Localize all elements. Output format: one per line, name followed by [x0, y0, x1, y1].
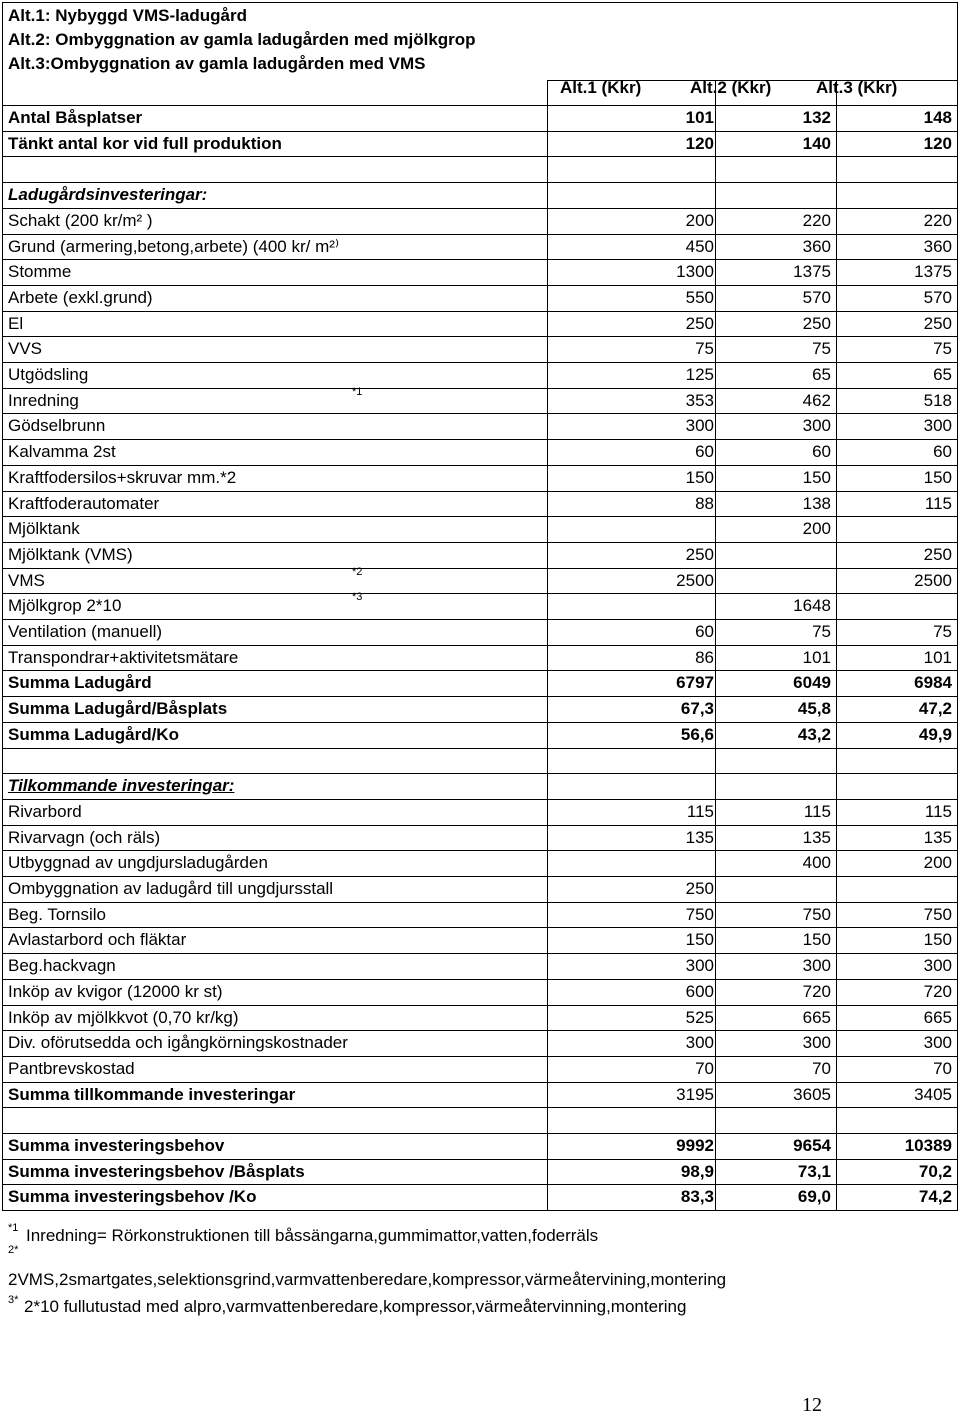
row-footnote-marker: *1	[352, 385, 363, 398]
border-top	[2, 2, 958, 3]
table-row	[2, 156, 958, 182]
row-divider	[2, 259, 958, 260]
cell-alt1: 750	[685, 904, 714, 924]
row-label: Kalvamma 2st	[8, 442, 116, 462]
cell-alt2: 43,2	[797, 724, 831, 744]
cell-alt2: 60	[812, 442, 831, 462]
cell-alt2: 1648	[793, 596, 831, 616]
row-label: Kraftfodersilos+skruvar mm.*2	[8, 467, 237, 487]
cell-alt3: 148	[923, 108, 952, 127]
cell-alt1: 120	[685, 133, 714, 153]
table-row	[2, 1133, 958, 1159]
cell-alt3: 250	[923, 313, 952, 333]
row-label: Gödselbrunn	[8, 416, 106, 436]
row-label: Beg.hackvagn	[8, 956, 116, 976]
row-divider	[2, 1030, 958, 1031]
title-block	[8, 4, 476, 76]
cell-alt3: 10389	[904, 1136, 952, 1155]
table-row	[2, 619, 958, 645]
cell-alt1: 101	[685, 108, 714, 127]
row-label: Summa investeringsbehov	[8, 1136, 225, 1155]
table-row	[2, 722, 958, 748]
row-label: Utbyggnad av ungdjursladugården	[8, 853, 268, 873]
table-row	[2, 876, 958, 902]
row-divider	[2, 388, 958, 389]
table-row	[2, 182, 958, 208]
table-row	[2, 1159, 958, 1185]
table-row	[2, 311, 958, 337]
row-divider	[2, 1210, 958, 1211]
cell-alt1: 9992	[676, 1136, 714, 1155]
row-divider	[2, 619, 958, 620]
row-divider	[2, 979, 958, 980]
column-header-alt3: Alt.3 (Kkr)	[816, 78, 898, 97]
row-divider	[2, 850, 958, 851]
table-row	[2, 362, 958, 388]
row-label: Avlastarbord och fläktar	[8, 930, 187, 950]
cell-alt3: 47,2	[918, 699, 952, 719]
cell-alt3: 518	[923, 390, 952, 410]
cell-alt3: 115	[924, 493, 952, 513]
row-divider	[2, 1184, 958, 1185]
row-divider	[2, 953, 958, 954]
table-row	[2, 1082, 958, 1108]
row-divider	[2, 311, 958, 312]
row-divider	[2, 876, 958, 877]
row-label: Mjölktank (VMS)	[8, 544, 133, 564]
row-label: Summa tillkommande investeringar	[8, 1084, 296, 1104]
cell-alt1: 150	[685, 467, 714, 487]
row-divider	[2, 696, 958, 697]
row-divider	[2, 182, 958, 183]
footnote-1-text: Inredning= Rörkonstruktionen till båssängarna,gummimattor,vatten,foderräls	[26, 1226, 599, 1245]
cell-alt3: 150	[923, 467, 952, 487]
cell-alt2: 220	[802, 210, 831, 230]
cell-alt3: 570	[923, 287, 952, 307]
table-row	[2, 773, 958, 799]
cell-alt3: 150	[923, 930, 952, 950]
row-label: Inredning	[8, 390, 79, 410]
cell-alt3: 300	[923, 1033, 952, 1053]
page-number: 12	[802, 1394, 822, 1416]
row-label: Ombyggnation av ladugård till ungdjursstall	[8, 879, 334, 898]
cell-alt2: 665	[802, 1007, 831, 1027]
row-label: Utgödsling	[8, 365, 89, 384]
cell-alt1: 115	[686, 801, 714, 821]
cell-alt3: 2500	[914, 570, 952, 590]
row-label: Summa Ladugård	[8, 673, 152, 693]
cell-alt3: 250	[923, 544, 952, 564]
row-label: Summa Ladugård/Båsplats	[8, 699, 228, 719]
table-row	[2, 1056, 958, 1082]
cell-alt1: 550	[685, 287, 714, 307]
cell-alt1: 250	[685, 544, 714, 564]
cell-alt1: 86	[695, 647, 714, 667]
row-divider	[2, 1056, 958, 1057]
row-label: Antal Båsplatser	[8, 108, 143, 127]
row-divider	[2, 131, 958, 132]
row-label: Schakt (200 kr/m² )	[8, 210, 153, 230]
title-alt2: Alt.2: Ombyggnation av gamla ladugården med mjölkgrop	[8, 30, 476, 49]
cell-alt3: 220	[923, 210, 952, 230]
cell-alt1: 300	[685, 416, 714, 436]
cell-alt2: 300	[802, 416, 831, 436]
cell-alt2: 1375	[793, 262, 831, 282]
table-row	[2, 1030, 958, 1056]
cell-alt3: 6984	[914, 673, 952, 693]
row-label: Summa investeringsbehov /Ko	[8, 1187, 257, 1207]
row-divider	[2, 568, 958, 569]
cell-alt2: 132	[802, 108, 831, 127]
row-divider	[2, 413, 958, 414]
cell-alt2: 75	[812, 622, 831, 641]
row-divider	[2, 465, 958, 466]
cell-alt1: 300	[685, 956, 714, 976]
table-row	[2, 825, 958, 851]
row-divider	[2, 156, 958, 157]
table-row	[2, 105, 958, 131]
row-label: Summa Ladugård/Ko	[8, 724, 179, 744]
cell-alt1: 3195	[676, 1084, 714, 1104]
table-row	[2, 593, 958, 619]
row-divider	[2, 1005, 958, 1006]
footnote-3-text: 2*10 fullutustad med alpro,varmvattenberedare,kompressor,värmeåtervinning,montering	[24, 1297, 687, 1316]
row-label: VMS	[8, 570, 45, 590]
table-row	[2, 542, 958, 568]
row-divider	[2, 1133, 958, 1134]
cell-alt1: 250	[685, 879, 714, 898]
table-row	[2, 902, 958, 928]
row-label: Mjölktank	[8, 519, 80, 539]
row-divider	[2, 773, 958, 774]
table-row	[2, 670, 958, 696]
cell-alt2: 6049	[793, 673, 831, 693]
cell-alt2: 400	[802, 853, 831, 873]
footnote-2-text: 2VMS,2smartgates,selektionsgrind,varmvattenberedare,kompressor,värmeåtervining,montering	[8, 1270, 727, 1289]
cell-alt1: 83,3	[680, 1187, 714, 1207]
cell-alt2: 250	[802, 313, 831, 333]
cell-alt3: 60	[933, 442, 952, 462]
row-label: Transpondrar+aktivitetsmätare	[8, 647, 239, 667]
row-divider	[2, 285, 958, 286]
cell-alt3: 70,2	[918, 1161, 952, 1181]
cell-alt1: 88	[695, 493, 714, 513]
cell-alt3: 3405	[914, 1084, 952, 1104]
footnote-2-mark: 2*	[8, 1244, 19, 1256]
row-label: Rivarbord	[8, 801, 82, 821]
cell-alt3: 49,9	[918, 724, 952, 744]
cell-alt3: 200	[923, 853, 952, 873]
table-row	[2, 1184, 958, 1210]
title-alt1: Alt.1: Nybyggd VMS-ladugård	[8, 6, 247, 25]
table-row	[2, 979, 958, 1005]
cell-alt2: 462	[802, 390, 831, 410]
cell-alt2: 45,8	[797, 699, 831, 719]
row-divider	[2, 799, 958, 800]
cell-alt1: 353	[685, 390, 714, 410]
table-row	[2, 336, 958, 362]
title-alt3: Alt.3:Ombyggnation av gamla ladugården med VMS	[8, 54, 426, 73]
row-divider	[2, 1107, 958, 1108]
cell-alt1: 450	[685, 236, 714, 256]
table-row	[2, 413, 958, 439]
cell-alt2: 9654	[793, 1136, 831, 1155]
row-divider	[2, 105, 958, 106]
row-label: VVS	[8, 339, 43, 359]
row-label: Pantbrevskostad	[8, 1058, 135, 1078]
row-divider	[2, 1082, 958, 1083]
row-label: Inköp av kvigor (12000 kr st)	[8, 981, 223, 1001]
cell-alt1: 200	[685, 210, 714, 230]
cell-alt3: 75	[933, 339, 952, 359]
header-line	[547, 80, 957, 81]
cell-alt3: 135	[923, 827, 952, 847]
cell-alt1: 250	[685, 313, 714, 333]
row-divider	[2, 439, 958, 440]
table-row	[2, 696, 958, 722]
cell-alt2: 70	[812, 1058, 831, 1078]
cell-alt2: 115	[803, 801, 831, 821]
row-divider	[2, 748, 958, 749]
cell-alt1: 98,9	[680, 1161, 714, 1181]
table-row	[2, 565, 958, 594]
cell-alt2: 150	[802, 467, 831, 487]
row-divider	[2, 491, 958, 492]
table-row	[2, 850, 958, 876]
cell-alt3: 101	[923, 647, 952, 667]
cell-alt2: 65	[812, 365, 831, 384]
cell-alt3: 74,2	[918, 1187, 952, 1207]
row-label: Summa investeringsbehov /Båsplats	[8, 1161, 305, 1181]
cell-alt2: 300	[802, 1033, 831, 1053]
row-divider	[2, 516, 958, 517]
cell-alt1: 1300	[676, 262, 714, 282]
footnote-1-mark: *1	[8, 1222, 19, 1234]
cell-alt3: 360	[923, 236, 952, 256]
row-label: Ladugårdsinvesteringar:	[8, 185, 208, 205]
cell-alt2: 101	[802, 647, 831, 667]
cell-alt2: 750	[802, 904, 831, 924]
row-label: El	[8, 313, 24, 333]
row-label: Stomme	[8, 262, 72, 282]
row-label: Rivarvagn (och räls)	[8, 827, 161, 847]
cell-alt2: 138	[802, 493, 831, 513]
row-label: Kraftfoderautomater	[8, 493, 160, 513]
table-row	[2, 748, 958, 774]
row-divider	[2, 645, 958, 646]
cell-alt2: 140	[802, 133, 831, 153]
cell-alt1: 600	[685, 981, 714, 1001]
cell-alt2: 3605	[793, 1084, 831, 1104]
table-row	[2, 1005, 958, 1031]
cell-alt3: 665	[923, 1007, 952, 1027]
cell-alt1: 525	[685, 1007, 714, 1027]
cell-alt3: 1375	[914, 262, 952, 282]
cell-alt2: 720	[802, 981, 831, 1001]
cell-alt2: 360	[802, 236, 831, 256]
cell-alt1: 150	[685, 930, 714, 950]
row-label: Grund (armering,betong,arbete) (400 kr/ m²⁾	[8, 236, 340, 256]
row-divider	[2, 902, 958, 903]
column-header-alt1: Alt.1 (Kkr)	[560, 78, 642, 97]
cell-alt3: 120	[923, 133, 952, 153]
row-divider	[2, 670, 958, 671]
cell-alt3: 300	[923, 416, 952, 436]
cell-alt1: 2500	[676, 570, 714, 590]
footnote-3-mark: 3*	[8, 1294, 19, 1306]
row-footnote-marker: *2	[352, 565, 363, 578]
cell-alt2: 150	[802, 930, 831, 950]
cell-alt1: 75	[695, 339, 714, 359]
cell-alt2: 200	[802, 519, 831, 539]
cell-alt1: 60	[695, 622, 714, 641]
row-divider	[2, 1159, 958, 1160]
table-row	[2, 285, 958, 311]
table-row	[2, 927, 958, 953]
cell-alt2: 570	[802, 287, 831, 307]
cell-alt2: 73,1	[797, 1161, 831, 1181]
table-row	[2, 799, 958, 825]
row-divider	[2, 208, 958, 209]
cell-alt2: 69,0	[797, 1187, 831, 1207]
row-footnote-marker: *3	[352, 591, 363, 604]
row-label: Tilkommande investeringar:	[8, 776, 235, 796]
row-label: Mjölkgrop 2*10	[8, 596, 122, 616]
cell-alt3: 750	[923, 904, 952, 924]
table-row	[2, 465, 958, 491]
cell-alt1: 300	[685, 1033, 714, 1053]
row-divider	[2, 722, 958, 723]
row-divider	[2, 362, 958, 363]
row-divider	[2, 542, 958, 543]
cell-alt1: 67,3	[680, 699, 714, 719]
cell-alt1: 6797	[676, 673, 714, 693]
table-row	[2, 953, 958, 979]
column-header-alt2: Alt.2 (Kkr)	[690, 78, 772, 97]
cell-alt1: 135	[685, 827, 714, 847]
cell-alt3: 65	[933, 365, 952, 384]
cell-alt1: 60	[695, 442, 714, 462]
row-divider	[2, 234, 958, 235]
table-row	[2, 259, 958, 285]
row-label: Arbete (exkl.grund)	[8, 287, 153, 307]
row-label: Div. oförutsedda och igångkörningskostnader	[8, 1033, 348, 1053]
cell-alt2: 300	[802, 956, 831, 976]
row-label: Beg. Tornsilo	[8, 904, 106, 924]
table-row	[2, 491, 958, 517]
border-left	[2, 2, 3, 1210]
row-label: Inköp av mjölkkvot (0,70 kr/kg)	[8, 1007, 239, 1027]
row-label: Ventilation (manuell)	[8, 622, 163, 641]
cell-alt1: 125	[685, 365, 714, 384]
cell-alt1: 70	[695, 1058, 714, 1078]
table-row	[2, 385, 958, 414]
cell-alt2: 135	[802, 827, 831, 847]
table-row	[2, 1107, 958, 1133]
cell-alt2: 75	[812, 339, 831, 359]
row-label: Tänkt antal kor vid full produktion	[8, 133, 282, 153]
row-divider	[2, 927, 958, 928]
cell-alt3: 720	[923, 981, 952, 1001]
cell-alt3: 75	[933, 622, 952, 641]
table-row	[2, 645, 958, 671]
cell-alt3: 70	[933, 1058, 952, 1078]
table-row	[2, 208, 958, 234]
row-divider	[2, 825, 958, 826]
cell-alt3: 115	[924, 801, 952, 821]
table-row	[2, 516, 958, 542]
row-divider	[2, 336, 958, 337]
border-right	[957, 2, 958, 1210]
table-row	[2, 439, 958, 465]
cell-alt1: 56,6	[680, 724, 714, 744]
row-divider	[2, 593, 958, 594]
cell-alt3: 300	[923, 956, 952, 976]
table-row	[2, 234, 958, 260]
table-row	[2, 131, 958, 157]
